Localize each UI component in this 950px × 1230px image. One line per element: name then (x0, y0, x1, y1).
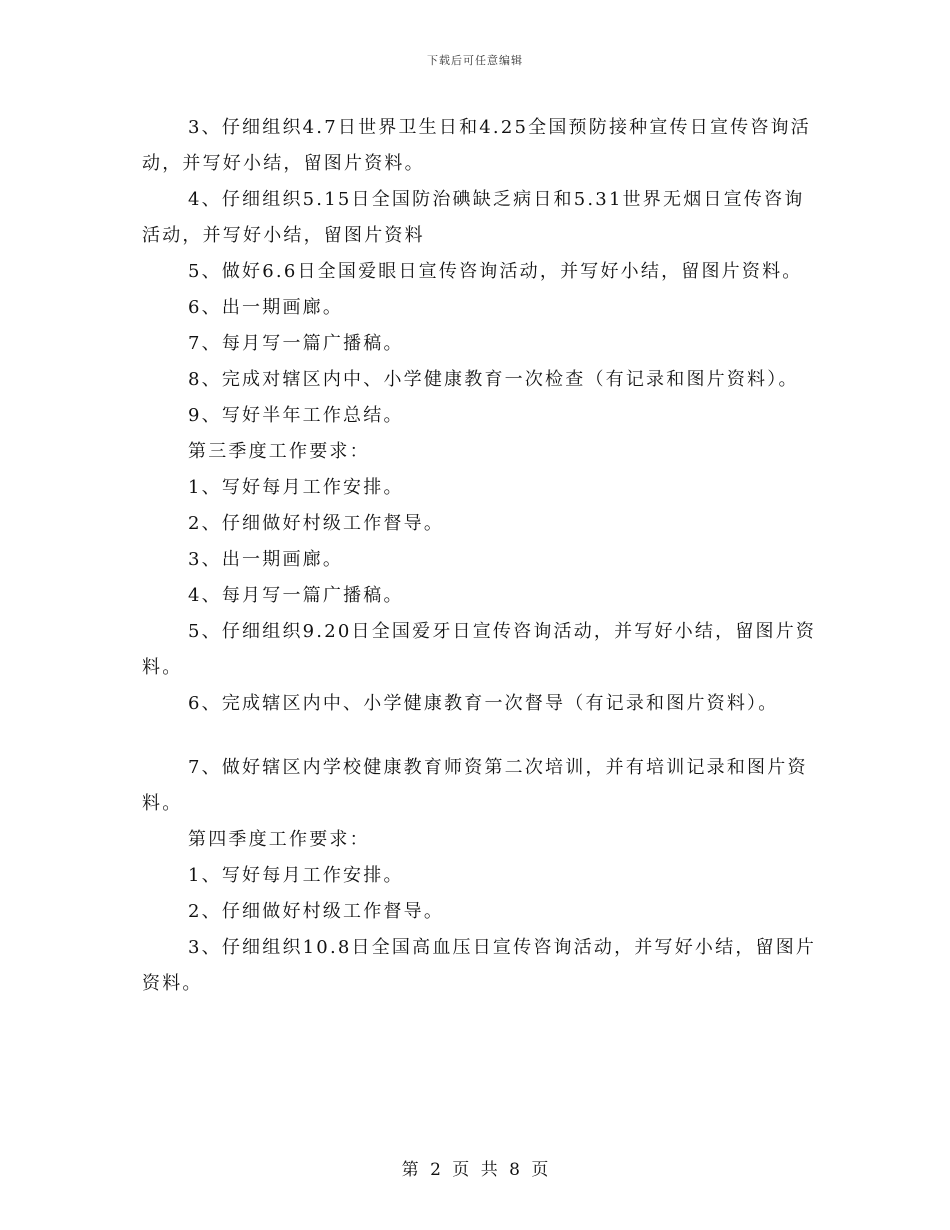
paragraph: 9、写好半年工作总结。 (188, 405, 404, 426)
page-footer: 第 2 页 共 8 页 (401, 1160, 549, 1180)
paragraph: 3、出一期画廊。 (188, 549, 344, 570)
paragraph: 2、仔细做好村级工作督导。 (188, 901, 445, 922)
paragraph: 3、仔细组织10.8日全国高血压日宣传咨询活动，并写好小结，留图片资料。 (142, 937, 817, 994)
paragraph: 1、写好每月工作安排。 (188, 865, 404, 886)
paragraph: 4、仔细组织5.15日全国防治碘缺乏病日和5.31世界无烟日宣传咨询活动，并写好小结，留图片资料 (142, 189, 805, 246)
paragraph: 8、完成对辖区内中、小学健康教育一次检查（有记录和图片资料）。 (188, 369, 799, 390)
paragraph: 1、写好每月工作安排。 (188, 477, 404, 498)
paragraph: 5、仔细组织9.20日全国爱牙日宣传咨询活动，并写好小结，留图片资料。 (142, 621, 817, 678)
document-body (142, 110, 822, 1002)
paragraph: 2、仔细做好村级工作督导。 (188, 513, 445, 534)
paragraph: 7、做好辖区内学校健康教育师资第二次培训，并有培训记录和图片资料。 (142, 757, 808, 814)
paragraph: 6、完成辖区内中、小学健康教育一次督导（有记录和图片资料）。 (188, 693, 779, 714)
paragraph: 5、做好6.6日全国爱眼日宣传咨询活动，并写好小结，留图片资料。 (188, 261, 803, 282)
paragraph: 7、每月写一篇广播稿。 (188, 333, 404, 354)
paragraph: 4、每月写一篇广播稿。 (188, 585, 404, 606)
paragraph: 3、仔细组织4.7日世界卫生日和4.25全国预防接种宣传日宣传咨询活动，并写好小结，留图片资料。 (142, 117, 811, 174)
section-heading: 第三季度工作要求： (188, 441, 370, 462)
section-heading: 第四季度工作要求： (188, 829, 370, 850)
paragraph: 6、出一期画廊。 (188, 297, 344, 318)
page-header: 下载后可任意编辑 (427, 54, 523, 67)
